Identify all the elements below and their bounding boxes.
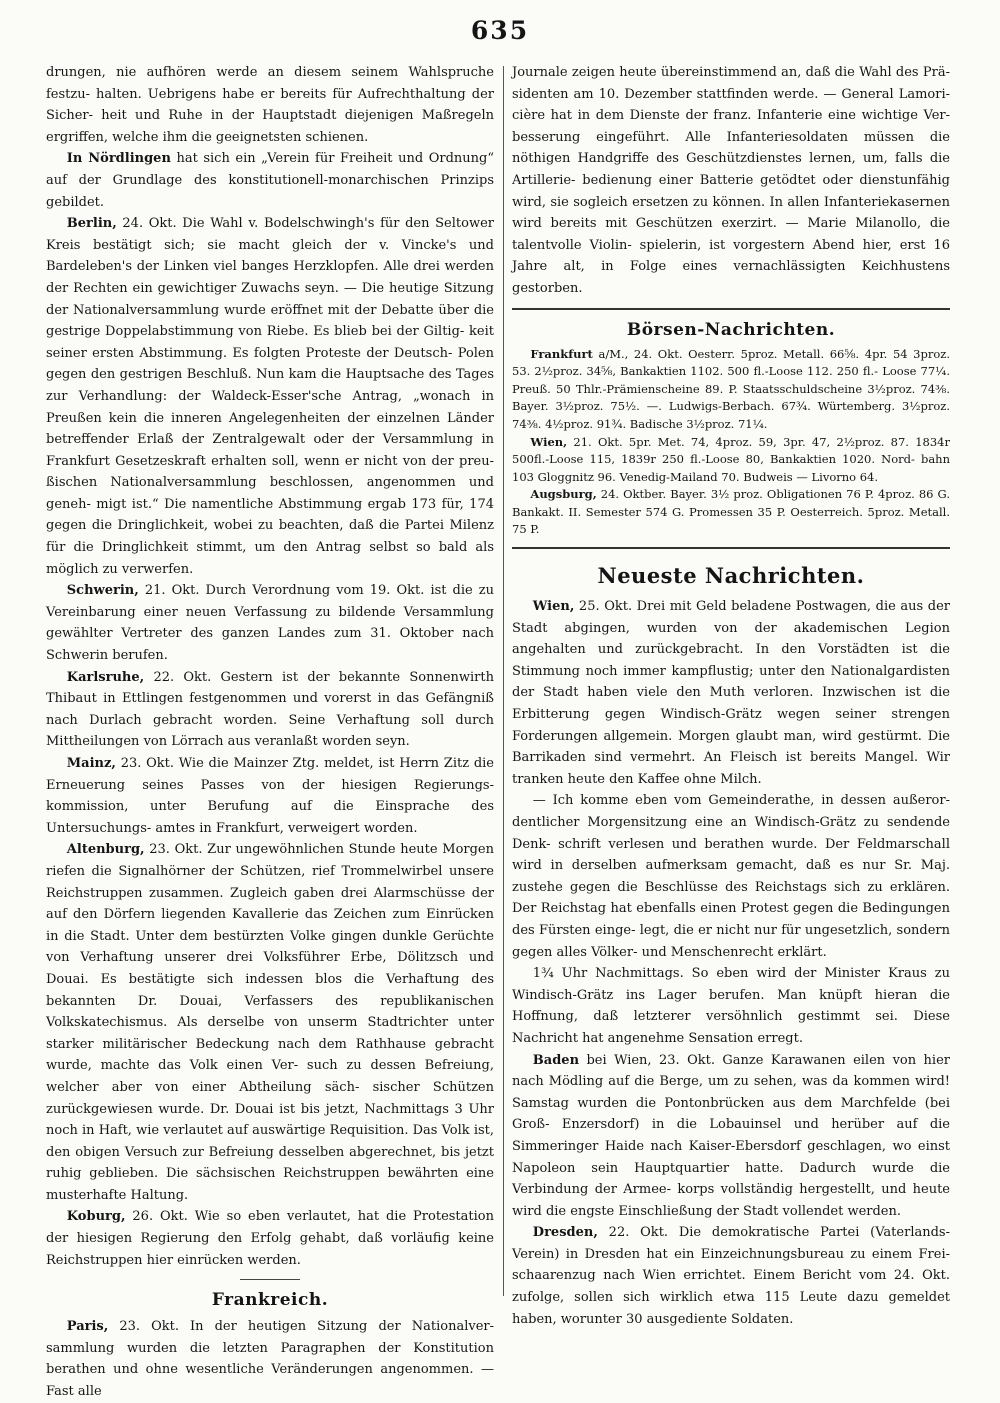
dateline-place: Altenburg, bbox=[66, 842, 145, 858]
article-wien bbox=[512, 596, 950, 790]
article-text: 23. Okt. In der heutigen Sitzung der Nationalver- sammlung wurden die letzten Paragraphen der Konstitution berathen und ohne wesentliche Veränderungen angenommen. — Fast alle bbox=[46, 1319, 494, 1400]
bourse-frankfurt bbox=[512, 346, 950, 434]
section-heading-boersen: Börsen-Nachrichten. bbox=[626, 319, 836, 340]
right-column bbox=[512, 62, 950, 1330]
dateline-place: Augsburg, bbox=[530, 487, 597, 502]
bourse-text: 21. Okt. 5pr. Met. 74, 4proz. 59, 3pr. 47, 2½proz. 87. 1834r 500fl.-Loose 115, 1839r 250 fl.-Loose 80, Bankaktien 1020. Nord- bahn 103 Gloggnitz 96. Venedig-Mailand 70. Budweis — Livorno 64. bbox=[512, 434, 950, 484]
article-koburg bbox=[46, 1206, 494, 1271]
dateline-place: Koburg, bbox=[66, 1209, 126, 1225]
dateline-place: Wien, bbox=[530, 434, 568, 449]
article-text: 21. Okt. Durch Verordnung vom 19. Okt. ist die zu Vereinbarung einer neuen Verfassung zu bildende Versammlung gewählter Vertreter des ganzen Landes zum 31. Oktober nach Schwerin berufen. bbox=[46, 583, 494, 664]
article-baden bbox=[512, 1050, 950, 1223]
article-paris bbox=[46, 1316, 494, 1402]
article-text: 23. Okt. Wie die Mainzer Ztg. meldet, ist Herrn Zitz die Erneuerung seines Passes von der hiesigen Regierungs- kommission, unter Berufung auf die Einsprache des Untersuchungs- amtes in Frankfurt, verweigert worden. bbox=[46, 756, 494, 836]
article-berlin bbox=[46, 213, 494, 580]
article-text: 25. Okt. Drei mit Geld beladene Postwagen, die aus der Stadt abgingen, wurden von der akademischen Legion angehalten und zurückgebracht. In den Vorstädten ist die Stimmung noch immer kampflustig; unter den Nationalgardisten der Stadt haben viele den Muth verloren. Inzwischen ist die Erbitterung gegen Windisch-Grätz wegen seiner strengen Forderungen allgemein. Morgen glaubt man, wird gestürmt. Die Barrikaden sind vermehrt. An Fleisch ist bereits Mangel. Wir tranken heute den Kaffee ohne Milch. bbox=[512, 599, 950, 787]
dateline-place: Frankfurt bbox=[530, 346, 593, 361]
article-text: 23. Okt. Zur ungewöhnlichen Stunde heute Morgen riefen die Signalhörner der Schützen, rief Trommelwirbel unsere Reichstruppen zusammen. Zugleich gaben drei Alarmschüsse der auf den Dörfern liegenden Kavallerie das Zeichen zum Einrücken in die Stadt. Unter dem bestürzten Volke gingen dunkle Gerüchte von Verhaftung unserer drei Volksführer Erbe, Dölitzsch und Douai. Es bestätigte sich indessen blos die Verhaftung des bekannten Dr. Douai, Verfassers des republikanischen Volkskatechismus. Als derselbe von unserm Stadtrichter unter starker militärischer Bedeckung nach dem Rathhause gebracht wurde, machte das Volk einen Ver- such zu dessen Befreiung, welcher aber von einer Abtheilung säch- sischer Schützen zurückgewiesen wurde. Dr. Douai ist bis jetzt, Nachmittags 3 Uhr noch in Haft, wie verlautet auf auswärtige Requisition. Das Volk ist, den obigen Versuch zur Befreiung desselben abgerechnet, bis jetzt ruhig geblieben. Die sächsischen Reichstruppen bewährten eine musterhafte Haltung. bbox=[46, 842, 494, 1203]
section-heading-neueste: Neueste Nachrichten. bbox=[597, 563, 865, 589]
dateline-place: Mainz, bbox=[66, 756, 116, 771]
dateline-place: Wien, bbox=[532, 599, 575, 615]
page-number: 635 bbox=[470, 16, 530, 45]
article-text: 22. Okt. Gestern ist der bekannte Sonnenwirth Thibaut in Ettlingen festgenommen und vorerst in das Gefängniß nach Durlach gebracht worden. Seine Verhaftung soll durch Mittheilungen von Lörrach aus veranlaßt worden seyn. bbox=[46, 669, 494, 750]
dateline-place: In Nördlingen bbox=[66, 151, 171, 167]
bourse-text: 24. Oktber. Bayer. 3½ proz. Obligationen 76 P. 4proz. 86 G. Bankakt. II. Semester 574 G. Promessen 35 P. Oesterreich. 5proz. Metall. 75 P. bbox=[512, 487, 950, 537]
article-text: 26. Okt. Wie so eben verlautet, hat die Protestation der hiesigen Regierung den Erfolg gehabt, daß vorläufig keine Reichstruppen hier einrücken werden. bbox=[46, 1209, 494, 1268]
section-rule bbox=[240, 1279, 300, 1280]
article-mainz bbox=[46, 753, 494, 839]
article-continuation: Journale zeigen heute übereinstimmend an, daß die Wahl des Prä- sidenten am 10. Dezember stattfinden werde. — General Lamori- cière hat in dem Dienste der franz. Infanterie eine wichtige Ver- besserung eingeführt. Alle Infanteriesoldaten müssen die nöthigen Handgriffe des Geschützdienstes lernen, um, falls die Artillerie- bedienung einer Batterie getödtet oder dienstunfähig wird, sie sogleich ersetzen zu können. In allen Infanteriekasernen wird bereits mit Geschützen exerzirt. — Marie Milanollo, die talentvolle Violin- spielerin, ist vorgestern Abend hier, erst 16 Jahre alt, in Folge eines vernachlässigten Keichhustens gestorben. bbox=[512, 65, 950, 296]
left-column bbox=[46, 62, 494, 1403]
article-text: bei Wien, 23. Okt. Ganze Karawanen eilen von hier nach Mödling auf die Berge, um zu sehen, was da kommen wird! Samstag wurden die Pontonbrücken aus dem Marchfelde (bei Groß- Enzersdorf) in die Lobauinsel und herüber auf die Simmeringer Haide nach Kaiser-Ebersdorf geschlagen, wo einst Napoleon sein Hauptquartier hatte. Dadurch wurde die Verbindung der Armee- korps vollständig hergestellt, und heute wird die engste Einschließung der Stadt vollendet werden. bbox=[512, 1052, 950, 1219]
dateline-place: Karlsruhe, bbox=[66, 669, 145, 685]
bourse-reports bbox=[512, 346, 950, 540]
article-wien-gemeinderath: — Ich komme eben vom Gemeinderathe, in dessen außeror- dentlicher Morgensitzung eine an Windisch-Grätz zu sendende Denk- schrift verlesen und berathen wurde. Der Feldmarschall wird in derselben aufmerksam gemacht, daß es nur Sr. Maj. zustehe gegen die Beschlüsse des Reichstags sich zu erklären. Der Reichstag hat ebenfalls einen Protest gegen die Bedingungen des Fürsten einge- legt, die er nicht nur für ungesetzlich, sondern gegen alles Völker- und Menschenrecht erklärt. bbox=[512, 793, 950, 960]
section-heading-frankreich: Frankreich. bbox=[211, 1290, 329, 1311]
article-text: 22. Okt. Die demokratische Partei (Vaterlands- Verein) in Dresden hat ein Einzeichnungsbureau zu einem Frei- schaarenzug nach Wien errichtet. Einem Bericht vom 24. Okt. zufolge, sollen sich wirklich etwa 115 Leute dazu gemeldet haben, worunter 30 ausgediente Soldaten. bbox=[512, 1225, 950, 1327]
section-rule bbox=[512, 308, 950, 310]
article-karlsruhe bbox=[46, 667, 494, 753]
section-rule bbox=[512, 547, 950, 549]
dateline-place: Berlin, bbox=[66, 216, 117, 232]
dateline-place: Dresden, bbox=[532, 1225, 598, 1241]
article-dresden bbox=[512, 1222, 950, 1330]
column-divider bbox=[503, 66, 504, 1296]
article-schwerin bbox=[46, 580, 494, 666]
article-altenburg bbox=[46, 839, 494, 1206]
bourse-augsburg bbox=[512, 486, 950, 539]
article-wien-nachmittags: 1¾ Uhr Nachmittags. So eben wird der Minister Kraus zu Windisch-Grätz ins Lager berufen. Man knüpft hieran die Hoffnung, daß letzterer versöhnlich gestimmt sei. Diese Nachricht hat angenehme Sensation erregt. bbox=[512, 966, 950, 1046]
dateline-place: Schwerin, bbox=[66, 583, 139, 599]
article-continuation: drungen, nie aufhören werde an diesem seinem Wahlspruche festzu- halten. Uebrigens habe er bereits für Aufrechthaltung der Sicher- heit und Ruhe in der Hauptstadt diejenigen Maßregeln ergriffen, welche ihm die geeignetsten schienen. bbox=[46, 65, 494, 145]
dateline-place: Paris, bbox=[66, 1319, 109, 1335]
bourse-wien bbox=[512, 434, 950, 487]
article-text: hat sich ein „Verein für Freiheit und Ordnung“ auf der Grundlage des konstitutionell-monarchischen Prinzips gebildet. bbox=[46, 151, 494, 210]
bourse-text: a/M., 24. Okt. Oesterr. 5proz. Metall. 66⅝. 4pr. 54 3proz. 53. 2½proz. 34⅝, Bankaktien 1102. 500 fl.-Loose 112. 250 fl.- Loose 77¼. Preuß. 50 Thlr.-Prämienscheine 89. P. Staatsschuldscheine 3½proz. 74⅜. Bayer. 3½proz. 75½. —. Ludwigs-Berbach. 67¾. Würtemberg. 3½proz. 74⅜. 4½proz. 91¾. Badische 3½proz. 71¼. bbox=[512, 346, 950, 431]
article-text: 24. Okt. Die Wahl v. Bodelschwingh's für den Seltower Kreis bestätigt sich; sie macht gleich der v. Vincke's und Bardeleben's der Linken viel banges Herzklopfen. Alle drei werden der Rechten ein gewichtiger Zuwachs seyn. — Die heutige Sitzung der Nationalversammlung wurde eröffnet mit der Debatte über die gestrige Doppelabstimmung von Riebe. Es blieb bei der Giltig- keit seiner ersten Abstimmung. Es folgten Proteste der Deutsch- Polen gegen den gestrigen Beschluß. Nun kam die Hauptsache des Tages zur Verhandlung: der Waldeck-Esser'sche Antrag, „wonach in Preußen kein die inneren Angelegenheiten der einzelnen Länder betreffender Erlaß der Zentralgewalt oder der Versammlung in Frankfurt Gesetzeskraft erhalten soll, wenn er nicht von der preu- ßischen Nationalversammlung beschlossen, angenommen und geneh- migt ist.“ Die namentliche Abstimmung ergab 173 für, 174 gegen die Dringlichkeit, wobei zu beachten, daß die Partei Milenz für die Dringlichkeit stimmt, um den Antrag selbst so bald als möglich zu verwerfen. bbox=[46, 216, 494, 577]
dateline-place: Baden bbox=[532, 1052, 580, 1068]
article-noerdlingen bbox=[46, 148, 494, 213]
